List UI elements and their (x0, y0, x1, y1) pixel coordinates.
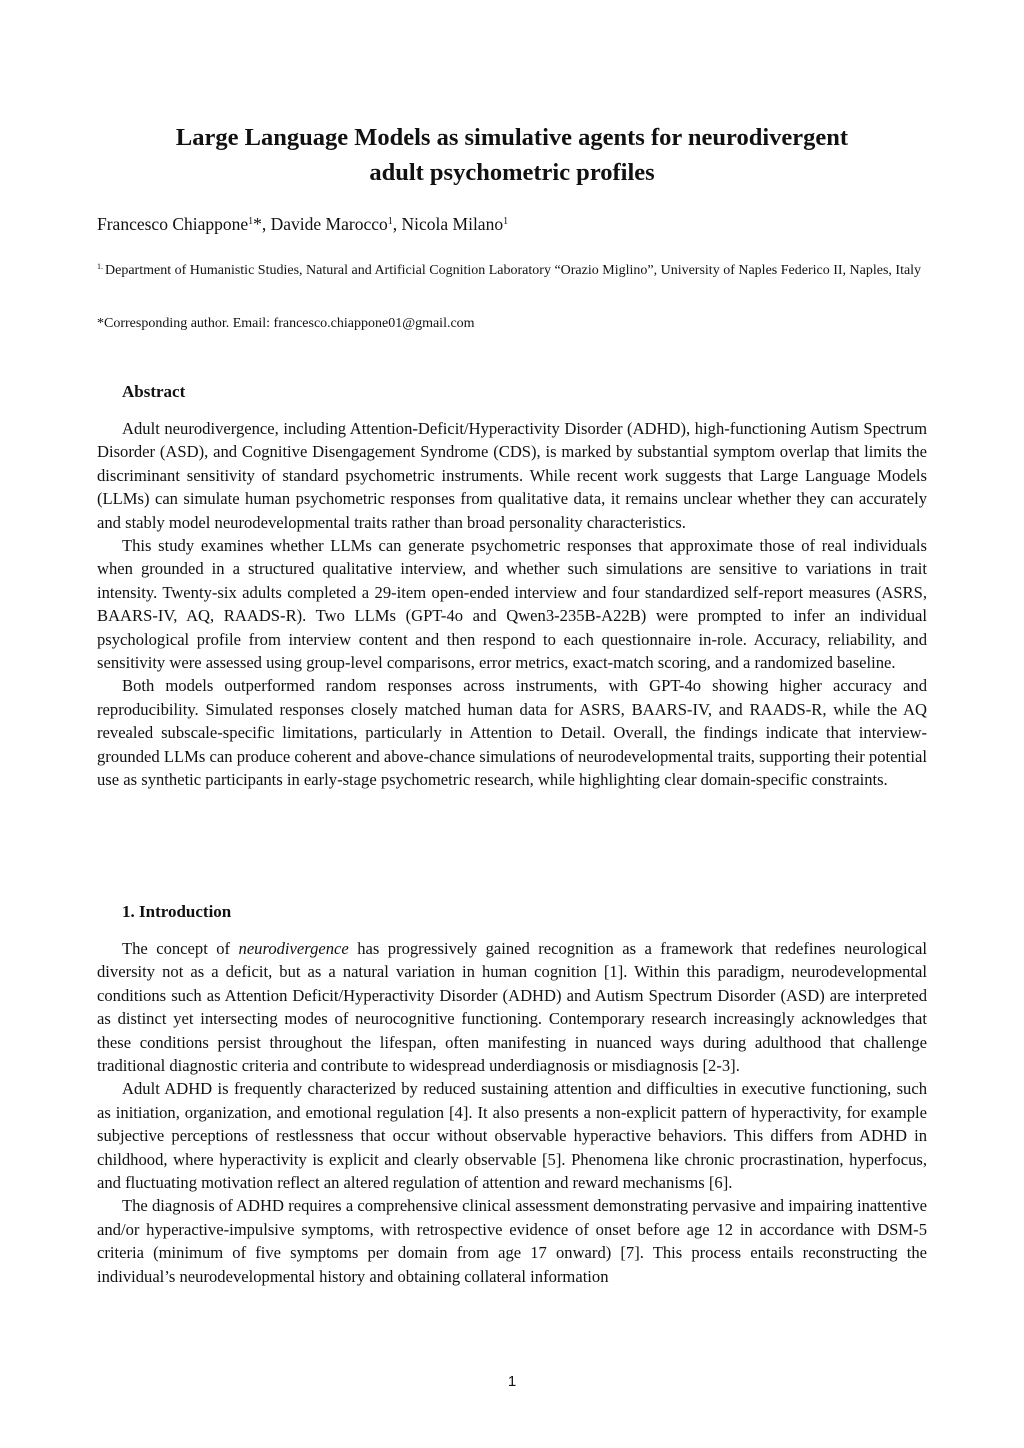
corresponding-author: *Corresponding author. Email: francesco.chiappone01@gmail.com (97, 316, 475, 331)
introduction-paragraph: The diagnosis of ADHD requires a comprehensive clinical assessment demonstrating pervasive and impairing inattentive and/or hyperactive-impulsive symptoms, with retrospective evidence of onset before age 12 in accordance with DSM-5 criteria (minimum of five symptoms per domain from age 17 onward) [7]. This process entails reconstructing the individual’s neurodevelopmental history and obtaining collateral information (97, 1196, 927, 1286)
author-name: Francesco Chiappone (97, 214, 249, 234)
title-line-1: Large Language Models as simulative agents for neurodivergent (175, 124, 849, 151)
paper-title (97, 120, 927, 190)
title-line-2: adult psychometric profiles (369, 159, 655, 186)
affiliation-text: Department of Humanistic Studies, Natural and Artificial Cognition Laboratory “Orazio Miglino”, University of Naples Federico II, Naples, Italy (105, 263, 922, 278)
affiliation-marker: 1. (97, 262, 103, 271)
introduction-paragraph (97, 937, 927, 1077)
abstract-body (97, 417, 927, 792)
introduction-body (97, 937, 927, 1288)
abstract-paragraph: Adult neurodivergence, including Attention-Deficit/Hyperactivity Disorder (ADHD), high-functioning Autism Spectrum Disorder (ASD), and Cognitive Disengagement Syndrome (CDS), is marked by substantial symptom overlap that limits the discriminant sensitivity of standard psychometric instruments. While recent work suggests that Large Language Models (LLMs) can simulate human psychometric responses from qualitative data, it remains unclear whether they can accurately and stably model neurodevelopmental traits rather than broad personality characteristics. (97, 419, 927, 532)
abstract-paragraph: Both models outperformed random responses across instruments, with GPT-4o showing higher accuracy and reproducibility. Simulated responses closely matched human data for ASRS, BAARS-IV, and RAADS-R, while the AQ revealed subscale-specific limitations, particularly in Attention to Detail. Overall, the findings indicate that interview-grounded LLMs can produce coherent and above-chance simulations of neurodevelopmental traits, supporting their potential use as synthetic participants in early-stage psychometric research, while highlighting clear domain-specific constraints. (97, 676, 927, 790)
page-number: 1 (507, 1373, 517, 1390)
author-name: Davide Marocco (270, 214, 388, 234)
author-name: Nicola Milano (401, 214, 504, 234)
author-affiliation-mark: 1 (248, 216, 254, 227)
paragraph-text: has progressively gained recognition as a framework that redefines neurological diversity not as a deficit, but as a natural variation in human cognition [1]. Within this paradigm, neurodevelopmental conditions such as Attention Deficit/Hyperactivity Disorder (ADHD) and Autism Spectrum Disorder (ASD) are interpreted as distinct yet intersecting modes of neurocognitive functioning. Contemporary research increasingly acknowledges that these conditions persist throughout the lifespan, often manifesting in nuanced ways during adulthood that challenge traditional diagnostic criteria and contribute to widespread underdiagnosis or misdiagnosis [2-3]. (97, 939, 927, 1076)
abstract-heading: Abstract (122, 382, 186, 401)
author-affiliation-mark: 1 (503, 216, 509, 227)
author-separator: , (392, 214, 402, 234)
affiliation (97, 256, 927, 281)
abstract-paragraph: This study examines whether LLMs can generate psychometric responses that approximate those of real individuals when grounded in a structured qualitative interview, and whether such simulations are sensitive to variations in trait intensity. Twenty-six adults completed a 29-item open-ended interview and four standardized self-report measures (ASRS, BAARS-IV, AQ, RAADS-R). Two LLMs (GPT-4o and Qwen3-235B-A22B) were prompted to infer an individual psychological profile from interview content and then respond to each questionnaire in-role. Accuracy, reliability, and sensitivity were assessed using group-level comparisons, error metrics, exact-match scoring, and a randomized baseline. (97, 536, 927, 673)
introduction-paragraph: Adult ADHD is frequently characterized by reduced sustaining attention and difficulties in executive functioning, such as initiation, organization, and emotional regulation [4]. It also presents a non-explicit pattern of hyperactivity, for example subjective perceptions of restlessness that occur without observable hyperactive behaviors. This differs from ADHD in childhood, where hyperactivity is explicit and clearly observable [5]. Phenomena like chronic procrastination, hyperfocus, and fluctuating motivation reflect an altered regulation of attention and reward mechanisms [6]. (97, 1079, 927, 1193)
author-separator: *, (253, 214, 271, 234)
author-list (97, 210, 508, 236)
paragraph-text: The concept of (122, 939, 239, 958)
author-affiliation-mark: 1 (387, 216, 393, 227)
introduction-heading: 1. Introduction (122, 902, 232, 921)
emphasized-term: neurodivergence (238, 939, 349, 958)
